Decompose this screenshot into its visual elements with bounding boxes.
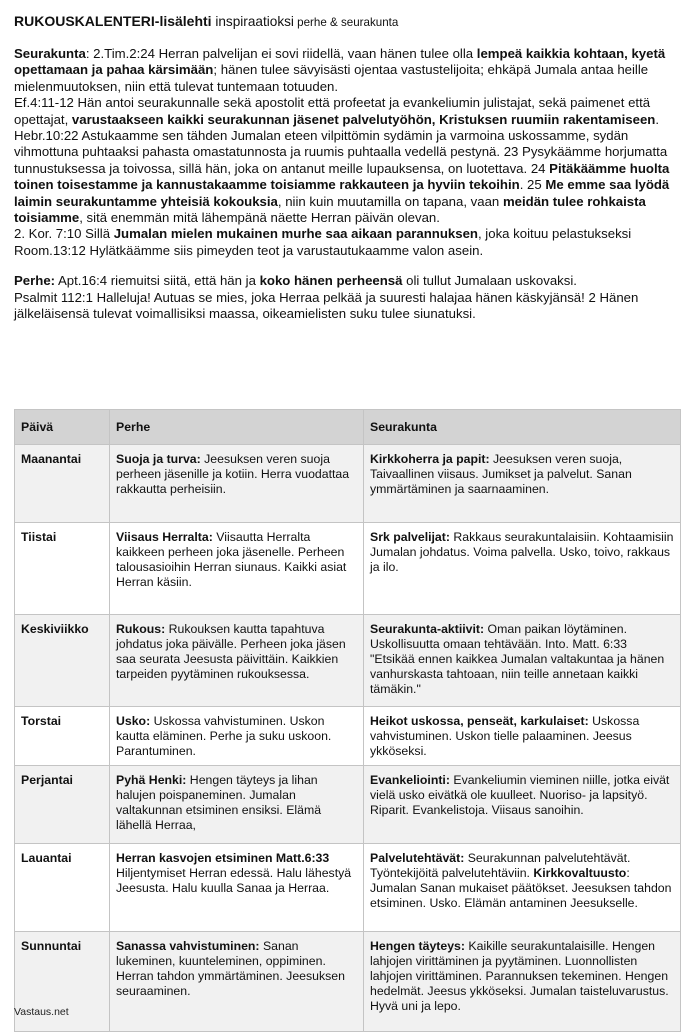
bold-text-run: Seurakunta-aktiivit: <box>370 622 485 636</box>
cell-day: Torstai <box>15 707 110 766</box>
text-run: Oman paikan löytäminen. Uskollisuutta omaan tehtävään. Into. Matt. 6:33 "Etsikää ennen kaikkea Jumalan valtakuntaa ja hänen vanhurskasta tahtoaan, niin teille annetaan kaikki tämäkin." <box>370 622 665 696</box>
text-run: Rukouksen kautta tapahtuva johdatus joka päivälle. Perheen joka jäsen saa seurata Jeesusta päivittäin. Kaikkien tarpeiden pyytäminen rukouksessa. <box>116 622 346 681</box>
seurakunta-paragraph-2 <box>14 95 682 128</box>
bold-text-run: Jumalan mielen mukainen murhe saa aikaan parannuksen <box>113 226 478 242</box>
text-run: Apt.16:4 riemuitsi siitä, että hän ja <box>55 273 260 289</box>
seurakunta-paragraph-5 <box>14 243 682 259</box>
table-row <box>15 707 681 766</box>
text-run: Uskossa vahvistuminen. Uskon tielle palaaminen. Jeesus ykköseksi. <box>370 714 640 758</box>
title-rest: inspiraatioksi <box>211 14 294 29</box>
cell-day: Keskiviikko <box>15 615 110 707</box>
bold-text-run: Me emme saa lyödä laimin seurakuntamme yhteisiä kokouksia <box>14 177 670 209</box>
text-run: , sitä enemmän mitä lähempänä näette Herran päivän olevan. <box>79 210 440 226</box>
text-run: Hengen täyteys ja lihan halujen poispaneminen. Jumalan valtakunnan etsiminen ensiksi. Elämä lähellä Herraa, <box>116 773 322 832</box>
bold-text-run: Pitäkäämme huolta toinen toisestamme ja kannustakaamme toisiamme rakkauteen ja hyviin tekoihin <box>14 160 670 193</box>
seurakunta-section <box>14 46 682 259</box>
cell-day: Sunnuntai <box>15 932 110 1032</box>
cell-seurakunta <box>364 932 681 1032</box>
table-row <box>15 523 681 615</box>
seurakunta-paragraph-4 <box>14 226 682 242</box>
text-run: Evankeliumin vieminen niille, jotka eivät vielä usko eivätkä ole kuulleet. Nuoriso- ja lapsityö. Riparit. Evankelistoja. Viisaus sanoihin. <box>370 773 670 817</box>
bold-text-run: Kirkkovaltuusto <box>533 866 627 880</box>
bold-text-run: koko hänen perheensä <box>259 273 403 289</box>
cell-seurakunta <box>364 523 681 615</box>
title-small: perhe & seurakunta <box>293 16 399 29</box>
bold-text-run: Sanassa vahvistuminen: <box>116 939 260 953</box>
cell-day: Perjantai <box>15 766 110 844</box>
cell-perhe <box>110 445 364 523</box>
cell-perhe <box>110 932 364 1032</box>
cell-seurakunta <box>364 615 681 707</box>
text-run: , joka koituu pelastukseksi <box>477 226 632 242</box>
bold-text-run: meidän tulee rohkaista toisiamme <box>14 193 646 226</box>
table-row <box>15 766 681 844</box>
text-run: Uskossa vahvistuminen. Uskon kautta eläminen. Perhe ja suku uskoon. Parantuminen. <box>116 714 332 758</box>
bold-text-run: Viisaus Herralta: <box>116 530 213 544</box>
text-run: Hebr.10:22 Astukaamme sen tähden Jumalan eteen vilpittömin sydämin ja varmoina uskossamme, sydän vihmottuna puhtaaksi pahasta omastatunnosta ja ruumis puhtaalla vedellä pestynä. 23 Pysykäämme horjumatta tunnustuksessa ja toivossa, sillä hän, joka on antanut meille lupauksensa, on luotettava. 24 <box>14 128 668 176</box>
text-run: , niin kuin muutamilla on tapana, vaan <box>277 193 503 209</box>
seurakunta-paragraph-3 <box>14 128 682 226</box>
text-run: 2. Kor. 7:10 Sillä <box>14 226 114 242</box>
text-run: Rakkaus seurakuntalaisiin. Kohtaamisiin Jumalan johdatus. Voima palvella. Usko, toivo, rakkaus ja ilo. <box>370 530 674 574</box>
section-gap <box>14 259 682 273</box>
table-row <box>15 932 681 1032</box>
bold-text-run: Pyhä Henki: <box>116 773 187 787</box>
text-run: Seurakunnan palvelutehtävät. Työntekijöitä palvelutehtäviin. <box>370 851 631 880</box>
text-run: Jeesuksen veren suoja perheen jäsenille ja kotiin. Herra vuodattaa rakkautta perheisiin. <box>116 452 350 496</box>
cell-seurakunta <box>364 766 681 844</box>
cell-seurakunta <box>364 445 681 523</box>
table-header-row <box>15 410 681 445</box>
document-page <box>14 12 682 323</box>
perhe-section <box>14 273 682 322</box>
bold-text-run: Perhe: <box>14 273 56 289</box>
text-run: ; hänen tulee sävyisästi ojentaa vastustelijoita; ehkäpä Jumala antaa heille mielenmuutoksen, niin että tulevat tuntemaan totuuden. <box>14 62 649 94</box>
text-run: : 2.Tim.2:24 Herran palvelijan ei sovi riidellä, vaan hänen tulee olla <box>85 46 477 61</box>
footer-source: Vastaus.net <box>14 1006 69 1018</box>
cell-perhe <box>110 523 364 615</box>
text-run: : Jumalan Sanan mukaiset päätökset. Jeesuksen tahdon etsiminen. Usko. Elämän antaminen Jeesukselle. <box>370 866 672 910</box>
cell-seurakunta <box>364 707 681 766</box>
cell-day: Maanantai <box>15 445 110 523</box>
perhe-paragraph-2 <box>14 290 682 323</box>
bold-text-run: Suoja ja turva: <box>116 452 201 466</box>
title-main: RUKOUSKALENTERI-lisälehti <box>14 13 212 29</box>
header-perhe: Perhe <box>110 410 364 445</box>
cell-day: Lauantai <box>15 844 110 932</box>
bold-text-run: Rukous: <box>116 622 166 636</box>
bold-text-run: Hengen täyteys: <box>370 939 465 953</box>
text-run: Ef.4:11-12 Hän antoi seurakunnalle sekä apostolit että profeetat ja evankeliumin julistajat, sekä paimenet että opettajat, <box>14 95 651 127</box>
cell-perhe <box>110 707 364 766</box>
bold-text-run: Evankeliointi: <box>370 773 450 787</box>
cell-perhe <box>110 615 364 707</box>
cell-perhe <box>110 766 364 844</box>
seurakunta-paragraph-1 <box>14 46 682 95</box>
page-title <box>14 12 682 32</box>
bold-text-run: lempeä kaikkia kohtaan, kyetä opettamaan ja pahaa kärsimään <box>14 46 666 78</box>
bold-text-run: Srk palvelijat: <box>370 530 450 544</box>
text-run: Jeesuksen veren suoja, Taivaallinen viisaus. Jumikset ja palvelut. Sanan ymmärtäminen ja saarnaaminen. <box>370 452 632 496</box>
cell-day: Tiistai <box>15 523 110 615</box>
bold-text-run: Seurakunta <box>14 46 86 61</box>
bold-text-run: Usko: <box>116 714 151 728</box>
table-row <box>15 615 681 707</box>
cell-perhe <box>110 844 364 932</box>
text-run: Room.13:12 Hylätkäämme siis pimeyden teot ja varustautukaamme valon asein. <box>14 242 484 258</box>
text-run: Viisautta Herralta kaikkeen perheen joka jäsenelle. Perheen talousasioihin Herran siunaus. Kaikki asiat Herran käsiin. <box>116 530 347 589</box>
text-run: oli tullut Jumalaan uskovaksi. <box>402 273 577 289</box>
bold-text-run: Kirkkoherra ja papit: <box>370 452 490 466</box>
cell-seurakunta <box>364 844 681 932</box>
text-run: Sanan lukeminen, kuunteleminen, oppiminen. Herran tahdon ymmärtäminen. Jeesuksen seuraaminen. <box>116 939 345 998</box>
bold-text-run: Palvelutehtävät: <box>370 851 465 865</box>
header-day: Päivä <box>15 410 110 445</box>
text-run: Psalmit 112:1 Halleluja! Autuas se mies, joka Herraa pelkää ja suuresti halajaa hänen käskyjänsä! 2 Hänen jälkeläisensä tulevat voimallisiksi maassa, oikeamielisten suku tulee siunatuksi. <box>14 289 639 322</box>
perhe-paragraph-1 <box>14 273 682 289</box>
text-run: Kaikille seurakuntalaisille. Hengen lahjojen virittäminen ja pyytäminen. Luonnollisten lahjojen virittäminen. Parannuksen tekeminen. Hengen hedelmät. Jeesus ykköseksi. Jumalan taisteluvarustus. Hyvä uni ja lepo. <box>370 939 669 1013</box>
table-row <box>15 844 681 932</box>
text-run: Hiljentymiset Herran edessä. Halu lähestyä Jeesusta. Halu kuulla Sanaa ja Herraa. <box>116 866 352 895</box>
prayer-calendar-table <box>14 409 681 1032</box>
table-body <box>15 445 681 1032</box>
header-seurakunta: Seurakunta <box>364 410 681 445</box>
table-row <box>15 445 681 523</box>
bold-text-run: varustaakseen kaikki seurakunnan jäsenet palvelutyöhön, Kristuksen ruumiin rakentamiseen <box>71 111 656 127</box>
text-run: . <box>655 111 660 127</box>
text-run: . 25 <box>519 177 546 193</box>
bold-text-run: Heikot uskossa, penseät, karkulaiset: <box>370 714 589 728</box>
bold-text-run: Herran kasvojen etsiminen Matt.6:33 <box>116 851 330 865</box>
